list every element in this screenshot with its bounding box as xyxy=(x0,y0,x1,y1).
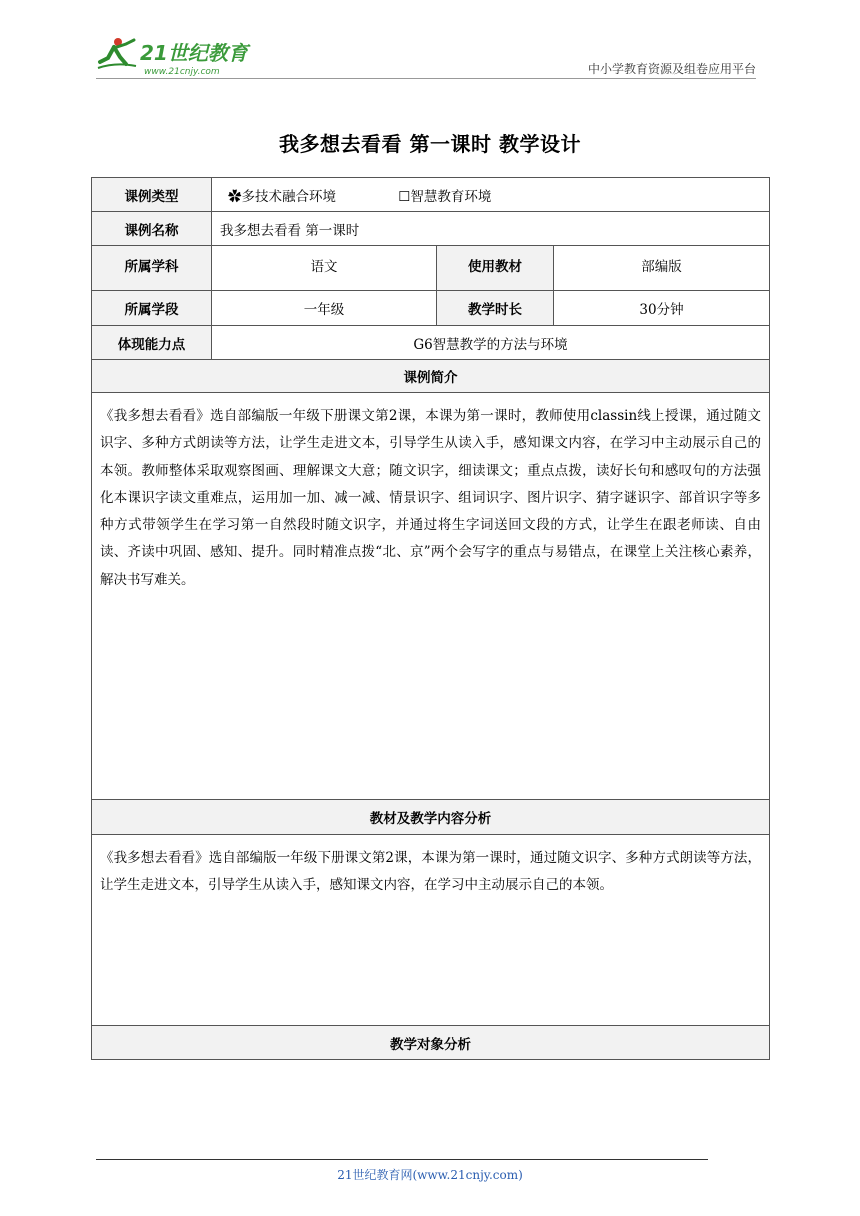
ability-value: G6智慧教学的方法与环境 xyxy=(212,326,770,360)
platform-name: 中小学教育资源及组卷应用平台 xyxy=(587,62,756,76)
row-subject xyxy=(92,246,770,291)
duration-value: 30分钟 xyxy=(554,291,770,326)
row-analysis-body xyxy=(92,835,770,1026)
row-grade xyxy=(92,291,770,326)
logo-url: www.21cnjy.com xyxy=(144,67,220,77)
footer-link[interactable]: 21世纪教育网(www.21cnjy.com) xyxy=(337,1168,523,1182)
runner-icon xyxy=(98,38,136,68)
name-value: 我多想去看看 第一课时 xyxy=(212,212,770,246)
page-header xyxy=(96,30,756,78)
lesson-design-table xyxy=(91,177,770,1060)
option-label: 多技术融合环境 xyxy=(241,188,336,205)
intro-text: 《我多想去看看》选自部编版一年级下册课文第2课，本课为第一课时，教师使用classin线上授课，通过随文识字、多种方式朗读等方法，让学生走进文本，引导学生从读入手，感知课文内容，在学习中主动展示自己的本领。教师整体采取观察图画、理解课文大意；随文识字，细读课文；重点点拨，读好长句和感叹句的方法强化本课识字读文重难点，运用加一加、减一减、情景识字、组词识字、图片识字、猜字谜识字、部首识字等多种方式带领学生在学习第一自然段时随文识字，并通过将生字词送回文段的方式，让学生在跟老师读、自由读、齐读中巩固、感知、提升。同时精准点拨“北、京”两个会写字的重点与易错点，在课堂上关注核心素养，解决书写难关。 xyxy=(92,393,770,800)
logo-21cnjy[interactable] xyxy=(96,34,266,78)
checkbox-icon: ☐ xyxy=(398,188,411,205)
row-intro-body xyxy=(92,393,770,800)
row-lesson-name xyxy=(92,212,770,246)
row-ability xyxy=(92,326,770,360)
textbook-value: 部编版 xyxy=(554,246,770,291)
row-lesson-type xyxy=(92,178,770,212)
logo-text: 21世纪教育 xyxy=(140,41,248,65)
option-multi-tech[interactable] xyxy=(228,185,336,205)
option-label: 智慧教育环境 xyxy=(410,188,492,205)
subject-value: 语文 xyxy=(212,246,437,291)
object-heading: 教学对象分析 xyxy=(92,1026,770,1060)
subject-label: 所属学科 xyxy=(92,246,212,291)
grade-value: 一年级 xyxy=(212,291,437,326)
option-smart-edu[interactable] xyxy=(398,185,491,205)
row-intro-head xyxy=(92,360,770,393)
header-divider xyxy=(96,78,756,79)
duration-label: 教学时长 xyxy=(437,291,554,326)
row-object-head xyxy=(92,1026,770,1060)
grade-label: 所属学段 xyxy=(92,291,212,326)
analysis-heading: 教材及教学内容分析 xyxy=(92,800,770,835)
row-analysis-head xyxy=(92,800,770,835)
type-options xyxy=(212,178,770,212)
ability-label: 体现能力点 xyxy=(92,326,212,360)
flower-checkbox-icon: ✿ xyxy=(228,188,242,205)
textbook-label: 使用教材 xyxy=(437,246,554,291)
analysis-text: 《我多想去看看》选自部编版一年级下册课文第2课，本课为第一课时，通过随文识字、多种方式朗读等方法，让学生走进文本，引导学生从读入手，感知课文内容，在学习中主动展示自己的本领。 xyxy=(92,835,770,1026)
document-title: 我多想去看看 第一课时 教学设计 xyxy=(279,132,581,156)
name-label: 课例名称 xyxy=(92,212,212,246)
type-label: 课例类型 xyxy=(92,178,212,212)
intro-heading: 课例简介 xyxy=(92,360,770,393)
footer-divider xyxy=(96,1159,708,1160)
